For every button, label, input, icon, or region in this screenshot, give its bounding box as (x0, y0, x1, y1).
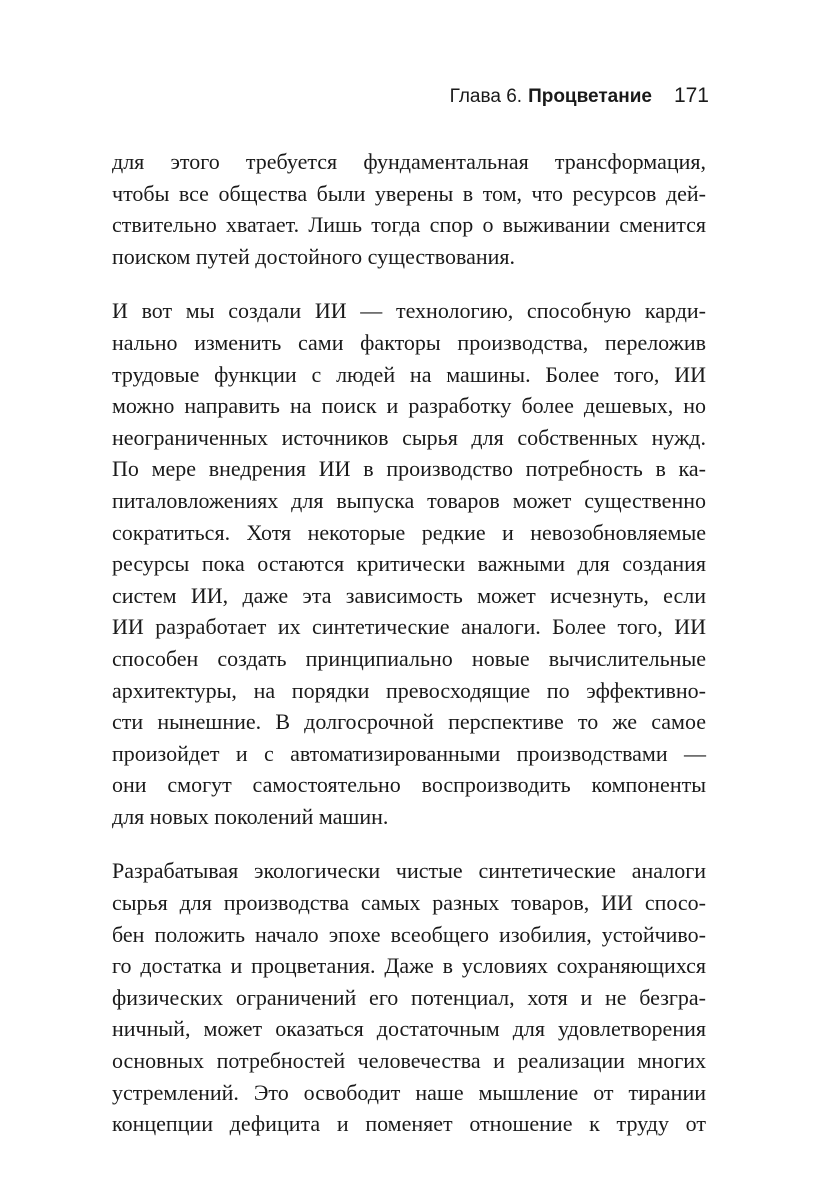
text-line: они смогут самостоятельно воспроизводить компоненты (112, 772, 706, 798)
text-line: трудовые функции с людей на машины. Более того, ИИ (112, 361, 706, 387)
text-line: неограниченных источников сырья для собственных нужд. (112, 424, 706, 450)
text-line: чтобы все общества были уверены в том, что ресурсов дей- (112, 180, 706, 206)
text-line: го достатка и процветания. Даже в условиях сохраняющихся (112, 953, 706, 979)
body-text (112, 146, 706, 1163)
text-line: способен создать принципиально новые вычислительные (112, 645, 706, 671)
text-line: физических ограничений его потенциал, хотя и не безгра- (112, 984, 706, 1010)
text-line: устремлений. Это освободит наше мышление от тирании (112, 1079, 706, 1105)
text-line: для этого требуется фундаментальная трансформация, (112, 149, 706, 174)
text-line: ресурсы пока остаются критически важными для создания (112, 551, 706, 577)
paragraph (112, 146, 706, 272)
text-line: По мере внедрения ИИ в производство потребность в ка- (112, 456, 706, 482)
text-line: И вот мы создали ИИ — технологию, способную карди- (112, 298, 706, 324)
running-head (450, 84, 709, 108)
text-line: поиском путей достойного существования. (112, 243, 516, 269)
text-line: ствительно хватает. Лишь тогда спор о выживании сменится (112, 212, 706, 238)
paragraph (112, 855, 706, 1139)
text-line: систем ИИ, даже эта зависимость может исчезнуть, если (112, 582, 706, 608)
text-line: ИИ разработает их синтетические аналоги. Более того, ИИ (112, 614, 706, 640)
chapter-title: Процветание (528, 86, 652, 107)
text-line: для новых поколений машин. (112, 803, 389, 829)
paragraph (112, 295, 706, 832)
page-number: 171 (673, 84, 709, 107)
text-line: можно направить на поиск и разработку более дешевых, но (112, 393, 706, 419)
text-line: нально изменить сами факторы производства, переложив (112, 329, 706, 355)
text-line: основных потребностей человечества и реализации многих (112, 1048, 706, 1074)
text-line: сырья для производства самых разных товаров, ИИ спосо- (112, 890, 706, 916)
text-line: произойдет и с автоматизированными производствами — (112, 740, 706, 766)
text-line: ничный, может оказаться достаточным для удовлетворения (112, 1016, 706, 1042)
text-line: питаловложениях для выпуска товаров может существенно (112, 487, 706, 513)
text-line: Разрабатывая экологически чистые синтетические аналоги (112, 858, 706, 884)
text-line: концепции дефицита и поменяет отношение к труду от (112, 1111, 706, 1137)
text-line: сти нынешние. В долгосрочной перспективе то же самое (112, 709, 706, 735)
text-line: сократиться. Хотя некоторые редкие и невозобновляемые (112, 519, 706, 545)
chapter-label: Глава 6. (449, 86, 523, 107)
text-line: архитектуры, на порядки превосходящие по эффективно- (112, 677, 706, 703)
text-line: бен положить начало эпохе всеобщего изобилия, устойчиво- (112, 921, 706, 947)
